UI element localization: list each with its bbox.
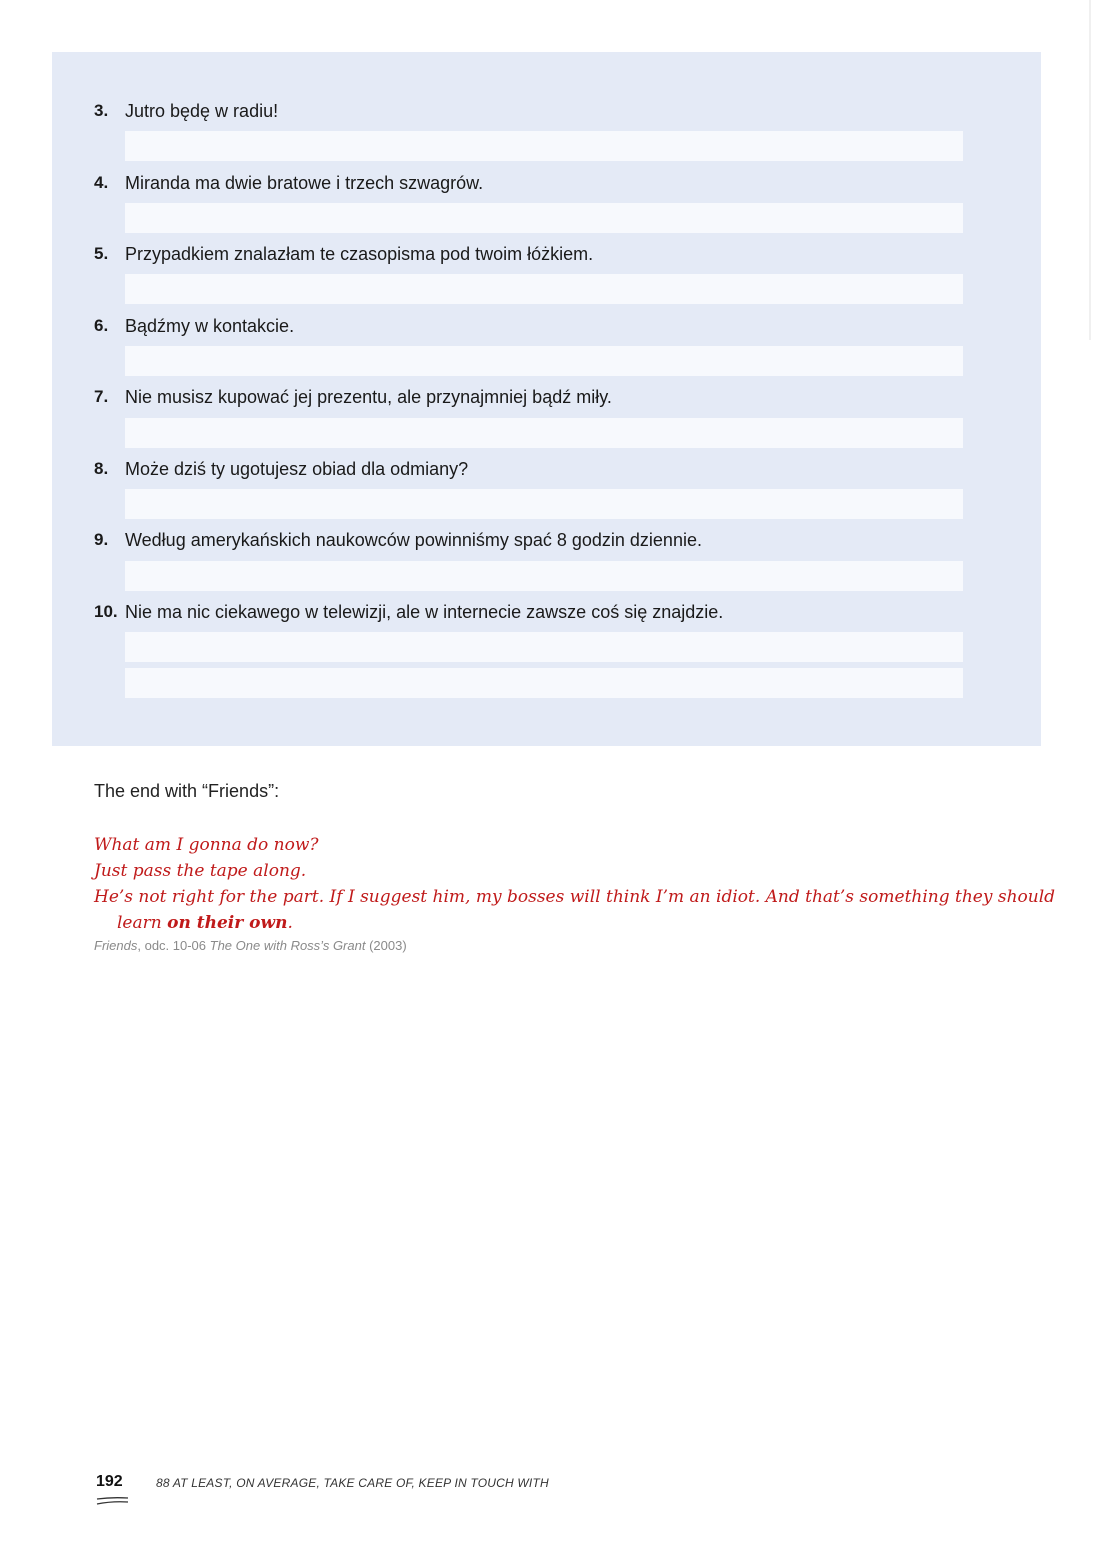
quote-text: learn xyxy=(117,913,168,933)
item-number: 5. xyxy=(94,244,109,263)
item-sentence: Przypadkiem znalazłam te czasopisma pod twoim łóżkiem. xyxy=(125,244,594,264)
answer-field-5[interactable] xyxy=(125,274,963,304)
item-number: 7. xyxy=(94,387,109,406)
answer-field-9[interactable] xyxy=(125,561,963,591)
exercise-box xyxy=(52,52,1041,746)
item-number: 6. xyxy=(94,316,109,335)
running-footer: 88 AT LEAST, ON AVERAGE, TAKE CARE OF, KEEP IN TOUCH WITH xyxy=(156,1476,549,1490)
item-sentence: Według amerykańskich naukowców powinniśmy spać 8 godzin dziennie. xyxy=(125,530,702,550)
page-number: 192 xyxy=(96,1473,123,1490)
item-sentence: Nie ma nic ciekawego w telewizji, ale w internecie zawsze coś się znajdzie. xyxy=(125,602,724,622)
item-number: 4. xyxy=(94,173,109,192)
source-year: (2003) xyxy=(365,938,407,953)
item-sentence: Nie musisz kupować jej prezentu, ale przynajmniej bądź miły. xyxy=(125,387,612,407)
source-title: The One with Ross’s Grant xyxy=(209,938,366,953)
quote-source xyxy=(94,937,407,955)
friends-heading: The end with “Friends”: xyxy=(94,781,280,801)
quote-line-continuation xyxy=(94,910,974,936)
quote-line: He’s not right for the part. If I suggest him, my bosses will think I’m an idiot. And that’s something they should xyxy=(94,887,1056,907)
item-number: 3. xyxy=(94,101,109,120)
friends-quote xyxy=(94,832,1056,936)
answer-field-6[interactable] xyxy=(125,346,963,376)
source-show: Friends xyxy=(94,938,138,953)
page-number-ornament-icon xyxy=(96,1494,130,1508)
item-sentence: Jutro będę w radiu! xyxy=(125,101,279,121)
quote-text: . xyxy=(287,913,293,933)
quote-line: What am I gonna do now? xyxy=(94,835,319,855)
item-number: 8. xyxy=(94,459,109,478)
source-episode: , odc. 10-06 xyxy=(137,938,210,953)
answer-field-4[interactable] xyxy=(125,203,963,233)
answer-field-10a[interactable] xyxy=(125,632,963,662)
quote-line: Just pass the tape along. xyxy=(94,861,307,881)
item-sentence: Może dziś ty ugotujesz obiad dla odmiany? xyxy=(125,459,469,479)
quote-highlight: on their own xyxy=(167,913,288,933)
answer-field-7[interactable] xyxy=(125,418,963,448)
item-sentence: Bądźmy w kontakcie. xyxy=(125,316,295,336)
answer-field-3[interactable] xyxy=(125,131,963,161)
answer-field-10b[interactable] xyxy=(125,668,963,698)
item-number: 9. xyxy=(94,530,109,549)
page-edge-line xyxy=(1089,0,1091,340)
item-number: 10. xyxy=(94,602,118,621)
item-sentence: Miranda ma dwie bratowe i trzech szwagrów. xyxy=(125,173,484,193)
answer-field-8[interactable] xyxy=(125,489,963,519)
